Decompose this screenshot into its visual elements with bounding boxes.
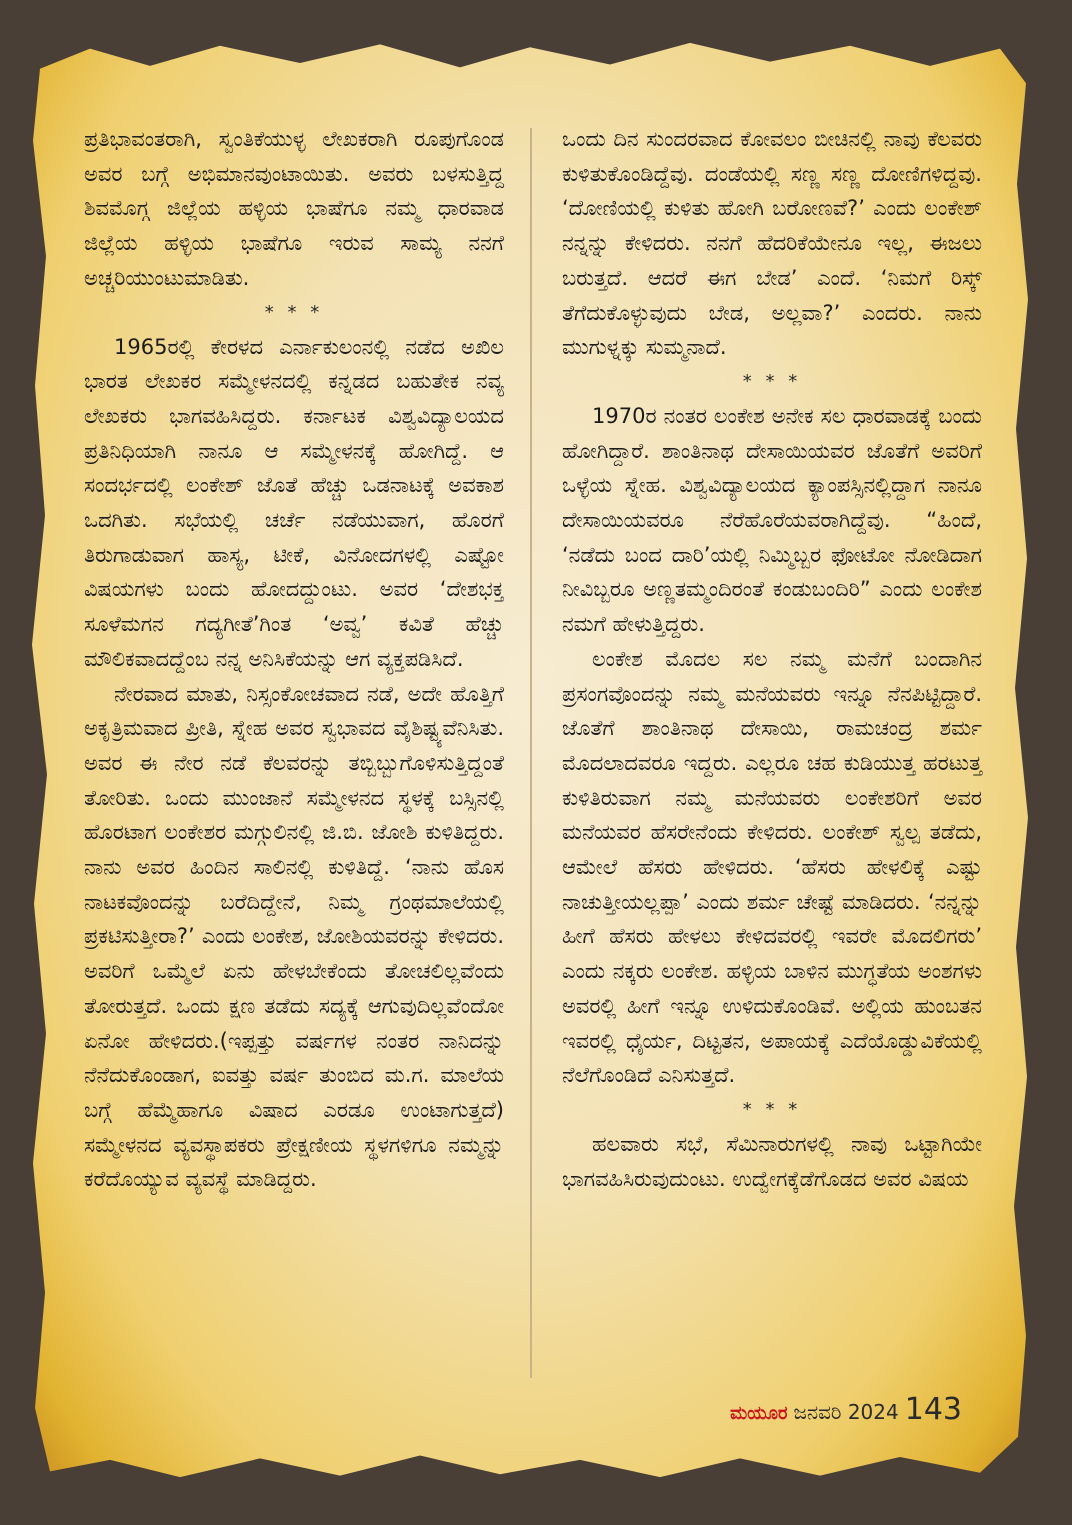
magazine-brand: ಮಯೂರ: [730, 1403, 788, 1424]
page-footer: [730, 1392, 962, 1427]
page-number: 143: [904, 1392, 962, 1427]
paragraph: ಒಂದು ದಿನ ಸುಂದರವಾದ ಕೋವಲಂ ಬೀಚಿನಲ್ಲಿ ನಾವು ಕೆಲವರು ಕುಳಿತುಕೊಂಡಿದ್ದೆವು. ದಂಡೆಯಲ್ಲಿ ಸಣ್ಣ ಸಣ್ಣ ದೋಣಿಗಳಿದ್ದವು. ‘ದೋಣಿಯಲ್ಲಿ ಕುಳಿತು ಹೋಗಿ ಬರೋಣವೆ?’ ಎಂದು ಲಂಕೇಶ್ ನನ್ನನ್ನು ಕೇಳಿದರು. ನನಗೆ ಹೆದರಿಕೆಯೇನೂ ಇಲ್ಲ, ಈಜಲು ಬರುತ್ತದೆ. ಆದರೆ ಈಗ ಬೇಡ’ ಎಂದೆ. ‘ನಿಮಗೆ ರಿಸ್ಕ್ ತೆಗೆದುಕೊಳ್ಳುವುದು ಬೇಡ, ಅಲ್ಲವಾ?’ ಎಂದರು. ನಾನು ಮುಗುಳ್ನಕ್ಕು ಸುಮ್ಮನಾದೆ.: [562, 127, 982, 360]
paragraph: 1965ರಲ್ಲಿ ಕೇರಳದ ಎರ್ನಾಕುಲಂನಲ್ಲಿ ನಡೆದ ಅಖಿಲ ಭಾರತ ಲೇಖಕರ ಸಮ್ಮೇಳನದಲ್ಲಿ ಕನ್ನಡದ ಬಹುತೇಕ ನವ್ಯ ಲೇಖಕರು ಭಾಗವಹಿಸಿದ್ದರು. ಕರ್ನಾಟಕ ವಿಶ್ವವಿದ್ಯಾಲಯದ ಪ್ರತಿನಿಧಿಯಾಗಿ ನಾನೂ ಆ ಸಮ್ಮೇಳನಕ್ಕೆ ಹೋಗಿದ್ದೆ. ಆ ಸಂದರ್ಭದಲ್ಲಿ ಲಂಕೇಶ್ ಜೊತೆ ಹೆಚ್ಚು ಒಡನಾಟಕ್ಕೆ ಅವಕಾಶ ಒದಗಿತು. ಸಭೆಯಲ್ಲಿ ಚರ್ಚೆ ನಡೆಯುವಾಗ, ಹೊರಗೆ ತಿರುಗಾಡುವಾಗ ಹಾಸ್ಯ, ಟೀಕೆ, ವಿನೋದಗಳಲ್ಲಿ ಎಷ್ಟೋ ವಿಷಯಗಳು ಬಂದು ಹೋದದ್ದುಂಟು. ಅವರ ‘ದೇಶಭಕ್ತ ಸೂಳೆಮಗನ ಗದ್ಯಗೀತೆ’ಗಿಂತ ‘ಅವ್ವ’ ಕವಿತೆ ಹೆಚ್ಚು ಮೌಲಿಕವಾದದ್ದೆಂಬ ನನ್ನ ಅನಿಸಿಕೆಯನ್ನು ಆಗ ವ್ಯಕ್ತಪಡಿಸಿದೆ.: [84, 334, 504, 671]
paragraph: 1970ರ ನಂತರ ಲಂಕೇಶ ಅನೇಕ ಸಲ ಧಾರವಾಡಕ್ಕೆ ಬಂದು ಹೋಗಿದ್ದಾರೆ. ಶಾಂತಿನಾಥ ದೇಸಾಯಿಯವರ ಜೊತೆಗೆ ಅವರಿಗೆ ಒಳ್ಳೆಯ ಸ್ನೇಹ. ವಿಶ್ವವಿದ್ಯಾಲಯದ ಕ್ಯಾಂಪಸ್ಸಿನಲ್ಲಿದ್ದಾಗ ನಾನೂ ದೇಸಾಯಿಯವರೂ ನೆರೆಹೊರೆಯವರಾಗಿದ್ದೆವು. “ಹಿಂದೆ, ‘ನಡೆದು ಬಂದ ದಾರಿ’ಯಲ್ಲಿ ನಿಮ್ಮಿಬ್ಬರ ಫೋಟೋ ನೋಡಿದಾಗ ನೀವಿಬ್ಬರೂ ಅಣ್ಣತಮ್ಮಂದಿರಂತೆ ಕಂಡುಬಂದಿರಿ” ಎಂದು ಲಂಕೇಶ ನಮಗೆ ಹೇಳುತ್ತಿದ್ದರು.: [562, 403, 982, 637]
right-column: [562, 122, 982, 1196]
section-separator: * * *: [264, 301, 324, 323]
paragraph: ಹಲವಾರು ಸಭೆ, ಸೆಮಿನಾರುಗಳಲ್ಲಿ ನಾವು ಒಟ್ಟಾಗಿಯೇ ಭಾಗವಹಿಸಿರುವುದುಂಟು. ಉದ್ವೇಗಕ್ಕೆಡೆಗೊಡದ ಅವರ ವಿಷಯ: [562, 1131, 982, 1191]
paragraph: ನೇರವಾದ ಮಾತು, ನಿಸ್ಸಂಕೋಚವಾದ ನಡೆ, ಅದೇ ಹೊತ್ತಿಗೆ ಅಕೃತ್ರಿಮವಾದ ಪ್ರೀತಿ, ಸ್ನೇಹ ಅವರ ಸ್ವಭಾವದ ವೈಶಿಷ್ಟ್ಯವೆನಿಸಿತು. ಅವರ ಈ ನೇರ ನಡೆ ಕೆಲವರನ್ನು ತಬ್ಬಿಬ್ಬುಗೊಳಿಸುತ್ತಿದ್ದಂತೆ ತೋರಿತು. ಒಂದು ಮುಂಜಾನೆ ಸಮ್ಮೇಳನದ ಸ್ಥಳಕ್ಕೆ ಬಸ್ಸಿನಲ್ಲಿ ಹೊರಟಾಗ ಲಂಕೇಶರ ಮಗ್ಗುಲಿನಲ್ಲಿ ಜಿ.ಬಿ. ಜೋಶಿ ಕುಳಿತಿದ್ದರು. ನಾನು ಅವರ ಹಿಂದಿನ ಸಾಲಿನಲ್ಲಿ ಕುಳಿತಿದ್ದೆ. ‘ನಾನು ಹೊಸ ನಾಟಕವೊಂದನ್ನು ಬರೆದಿದ್ದೇನೆ, ನಿಮ್ಮ ಗ್ರಂಥಮಾಲೆಯಲ್ಲಿ ಪ್ರಕಟಿಸುತ್ತೀರಾ?’ ಎಂದು ಲಂಕೇಶ, ಜೋಶಿಯವರನ್ನು ಕೇಳಿದರು. ಅವರಿಗೆ ಒಮ್ಮೆಲೆ ಏನು ಹೇಳಬೇಕೆಂದು ತೋಚಲಿಲ್ಲವೆಂದು ತೋರುತ್ತದೆ. ಒಂದು ಕ್ಷಣ ತಡೆದು ಸದ್ಯಕ್ಕೆ ಆಗುವುದಿಲ್ಲವೆಂದೋ ಏನೋ ಹೇಳಿದರು.(ಇಪ್ಪತ್ತು ವರ್ಷಗಳ ನಂತರ ನಾನಿದನ್ನು ನೆನೆದುಕೊಂಡಾಗ, ಐವತ್ತು ವರ್ಷ ತುಂಬಿದ ಮ.ಗ. ಮಾಲೆಯ ಬಗ್ಗೆ ಹೆಮ್ಮೆಹಾಗೂ ವಿಷಾದ ಎರಡೂ ಉಂಟಾಗುತ್ತದೆ) ಸಮ್ಮೇಳನದ ವ್ಯವಸ್ಥಾಪಕರು ಪ್ರೇಕ್ಷಣೀಯ ಸ್ಥಳಗಳಿಗೂ ನಮ್ಮನ್ನು ಕರೆದೊಯ್ಯುವ ವ್ಯವಸ್ಥೆ ಮಾಡಿದ್ದರು.: [84, 681, 504, 1192]
left-column: [84, 122, 504, 1197]
section-separator: * * *: [742, 1098, 802, 1120]
paragraph: ಲಂಕೇಶ ಮೊದಲ ಸಲ ನಮ್ಮ ಮನೆಗೆ ಬಂದಾಗಿನ ಪ್ರಸಂಗವೊಂದನ್ನು ನಮ್ಮ ಮನೆಯವರು ಇನ್ನೂ ನೆನಪಿಟ್ಟಿದ್ದಾರೆ. ಜೊತೆಗೆ ಶಾಂತಿನಾಥ ದೇಸಾಯಿ, ರಾಮಚಂದ್ರ ಶರ್ಮ ಮೊದಲಾದವರೂ ಇದ್ದರು. ಎಲ್ಲರೂ ಚಹ ಕುಡಿಯುತ್ತ ಹರಟುತ್ತ ಕುಳಿತಿರುವಾಗ ನಮ್ಮ ಮನೆಯವರು ಲಂಕೇಶರಿಗೆ ಅವರ ಮನೆಯವರ ಹೆಸರೇನೆಂದು ಕೇಳಿದರು. ಲಂಕೇಶ್ ಸ್ವಲ್ಪ ತಡೆದು, ಆಮೇಲೆ ಹೆಸರು ಹೇಳಿದರು. ‘ಹೆಸರು ಹೇಳಲಿಕ್ಕೆ ಎಷ್ಟು ನಾಚುತ್ತೀಯಲ್ಲಪ್ಪಾ’ ಎಂದು ಶರ್ಮ ಚೇಷ್ಟೆ ಮಾಡಿದರು. ‘ನನ್ನನ್ನು ಹೀಗೆ ಹೆಸರು ಹೇಳಲು ಕೇಳಿದವರಲ್ಲಿ ಇವರೇ ಮೊದಲಿಗರು’ ಎಂದು ನಕ್ಕರು ಲಂಕೇಶ. ಹಳ್ಳಿಯ ಬಾಳಿನ ಮುಗ್ಧತೆಯ ಅಂಶಗಳು ಅವರಲ್ಲಿ ಹೀಗೆ ಇನ್ನೂ ಉಳಿದುಕೊಂಡಿವೆ. ಅಲ್ಲಿಯ ಹುಂಬತನ ಇವರಲ್ಲಿ ಧೈರ್ಯ, ದಿಟ್ಟತನ, ಅಪಾಯಕ್ಕೆ ಎದೆಯೊಡ್ಡುವಿಕೆಯಲ್ಲಿ ನೆಲೆಗೊಂಡಿದೆ ಎನಿಸುತ್ತದೆ.: [562, 646, 982, 1088]
paragraph: ಪ್ರತಿಭಾವಂತರಾಗಿ, ಸ್ವಂತಿಕೆಯುಳ್ಳ ಲೇಖಕರಾಗಿ ರೂಪುಗೊಂಡ ಅವರ ಬಗ್ಗೆ ಅಭಿಮಾನವುಂಟಾಯಿತು. ಅವರು ಬಳಸುತ್ತಿದ್ದ ಶಿವಮೊಗ್ಗ ಜಿಲ್ಲೆಯ ಹಳ್ಳಿಯ ಭಾಷೆಗೂ ನಮ್ಮ ಧಾರವಾಡ ಜಿಲ್ಲೆಯ ಹಳ್ಳಿಯ ಭಾಷೆಗೂ ಇರುವ ಸಾಮ್ಯ ನನಗೆ ಅಚ್ಚರಿಯುಂಟುಮಾಡಿತು.: [84, 127, 504, 290]
section-separator: * * *: [742, 370, 802, 392]
issue-date: ಜನವರಿ 2024: [793, 1400, 899, 1424]
column-divider: [530, 128, 532, 1378]
